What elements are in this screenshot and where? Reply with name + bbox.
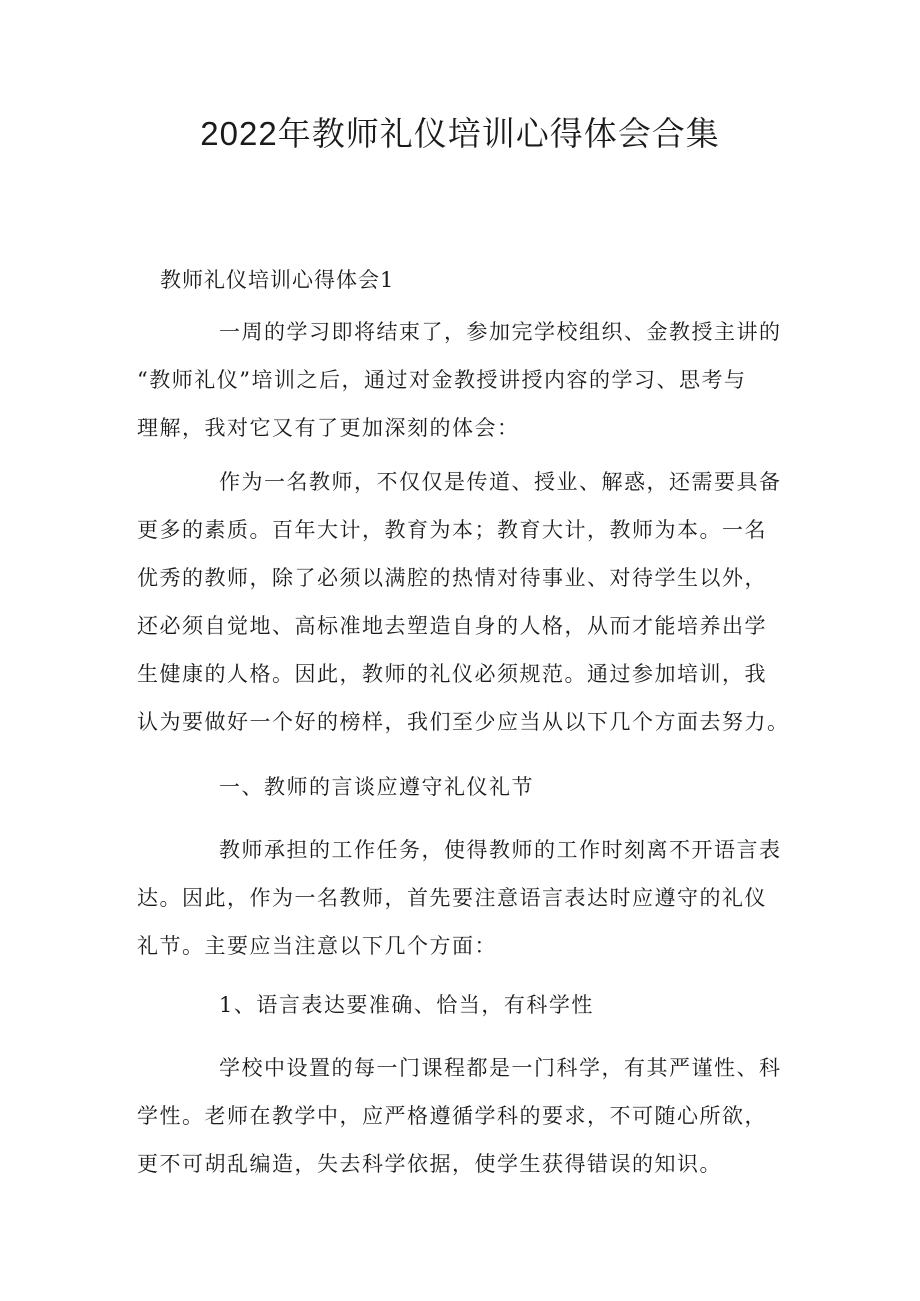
paragraph-line: 一周的学习即将结束了，参加完学校组织、金教授主讲的 xyxy=(219,320,782,344)
paragraph-line: “教师礼仪”培训之后，通过对金教授讲授内容的学习、思考与 xyxy=(137,368,747,392)
paragraph-line: 作为一名教师，不仅仅是传道、授业、解惑，还需要具备 xyxy=(219,470,782,494)
paragraph-line: 理解，我对它又有了更加深刻的体会： xyxy=(137,416,520,440)
paragraph-language-expression xyxy=(137,826,797,970)
paragraph-line: 优秀的教师，除了必须以满腔的热情对待事业、对待学生以外， xyxy=(137,566,767,590)
subsection-heading-accuracy xyxy=(137,981,797,1029)
paragraph-intro xyxy=(137,308,797,452)
document-title: 2022年教师礼仪培训心得体会合集 xyxy=(200,115,720,152)
heading-line: 一、教师的言谈应遵守礼仪礼节 xyxy=(219,775,534,799)
paragraph-line: 礼节。主要应当注意以下几个方面： xyxy=(137,934,497,958)
paragraph-teacher-qualities xyxy=(137,458,797,746)
paragraph-line: 教师承担的工作任务，使得教师的工作时刻离不开语言表 xyxy=(219,838,782,862)
section-subtitle: 教师礼仪培训心得体会1 xyxy=(160,268,395,292)
paragraph-line: 更多的素质。百年大计，教育为本；教育大计，教师为本。一名 xyxy=(137,518,767,542)
heading-line: 1、语言表达要准确、恰当，有科学性 xyxy=(219,993,594,1017)
paragraph-line: 达。因此，作为一名教师，首先要注意语言表达时应遵守的礼仪 xyxy=(137,886,767,910)
paragraph-line: 生健康的人格。因此，教师的礼仪必须规范。通过参加培训，我 xyxy=(137,662,767,686)
section-heading-speech-etiquette xyxy=(137,763,797,811)
paragraph-line: 学性。老师在教学中，应严格遵循学科的要求，不可随心所欲， xyxy=(137,1104,767,1128)
paragraph-line: 还必须自觉地、高标准地去塑造自身的人格，从而才能培养出学 xyxy=(137,614,767,638)
paragraph-scientific-rigor xyxy=(137,1044,797,1188)
paragraph-line: 学校中设置的每一门课程都是一门科学，有其严谨性、科 xyxy=(219,1056,782,1080)
paragraph-line: 认为要做好一个好的榜样，我们至少应当从以下几个方面去努力。 xyxy=(137,710,790,734)
paragraph-line: 更不可胡乱编造，失去科学依据，使学生获得错误的知识。 xyxy=(137,1152,722,1176)
